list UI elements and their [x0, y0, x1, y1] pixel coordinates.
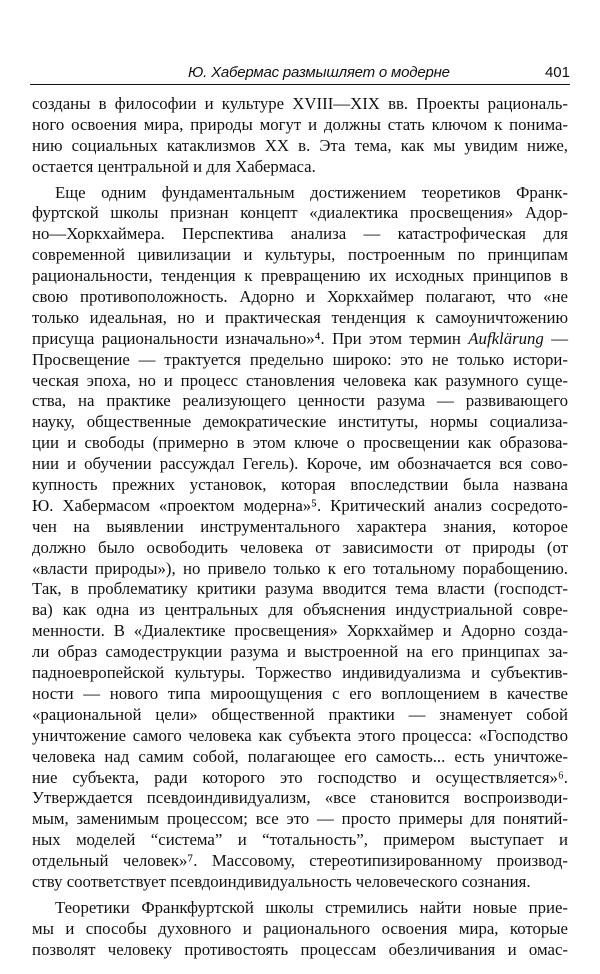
- text-line: отдельный человек»⁷. Массовому, стереотипизированному производ-: [32, 851, 568, 871]
- text-line: ва) как одна из центральных для объяснения индустриальной совре-: [32, 600, 568, 620]
- text-line: присуща рациональности изначально»⁴. При этом термин Aufklärung —: [32, 328, 568, 348]
- paragraph: [32, 183, 568, 893]
- text-line: Ю. Хабермасом «проектом модерна»⁵. Критический анализ сосредото-: [32, 495, 568, 515]
- text-line: человека над самим собой, полагающее его самость... есть уничтоже-: [32, 746, 568, 766]
- text-line: науку, общественные демократические институты, нормы социализа-: [32, 412, 568, 432]
- text-line: нии и обучении рассуждал Гегель). Короче, им обозначается вся сово-: [32, 454, 568, 474]
- paragraph: [32, 94, 568, 178]
- text-line: фуртской школы признан концепт «диалектика просвещения» Адор-: [32, 203, 568, 223]
- running-header: [30, 60, 570, 85]
- text-line: ности — нового типа мироощущения с его воплощением в качестве: [32, 683, 568, 703]
- text-line: чен на выявлении инструментального характера знания, которое: [32, 516, 568, 536]
- text-line: купность прежних установок, которая впоследствии была названа: [32, 475, 568, 495]
- text-line: «рациональной цели» общественной практики — знаменует собой: [32, 704, 568, 724]
- text-line: ческая эпоха, но и процесс становления человека как разумного суще-: [32, 370, 568, 390]
- text-line: свою противоположность. Адорно и Хоркхаймер полагают, что «не: [32, 287, 568, 307]
- page-number: 401: [544, 64, 570, 81]
- text-line: Еще одним фундаментальным достижением теоретиков Франк-: [55, 182, 568, 202]
- text-line: рациональности, тенденция к превращению их исходных принципов в: [32, 266, 568, 286]
- text-line: «власти природы»), но привело только к его тотальному порабощению.: [32, 558, 568, 578]
- text-line: нию социальных катаклизмов XX в. Эта тема, как мы увидим ниже,: [32, 135, 568, 155]
- text-line: но—Хоркхаймера. Перспектива анализа — катастрофическая для: [32, 224, 568, 244]
- text-line: ции и свободы (примерно в этом ключе о просвещении как образова-: [32, 433, 568, 453]
- text-line: современной цивилизации и культуры, построенным по принципам: [32, 245, 568, 265]
- text-line: остается центральной и для Хабермаса.: [32, 156, 316, 176]
- running-title: Ю. Хабермас размышляет о модерне: [188, 64, 450, 81]
- text-line: созданы в философии и культуре XVIII—XIX вв. Проекты рациональ-: [32, 94, 568, 113]
- text-line: Теоретики Франкфуртской школы стремились найти новые прие-: [55, 897, 568, 917]
- body-text: [32, 94, 568, 961]
- text-line: ству соответствует псевдоиндивидуальность человеческого сознания.: [32, 871, 531, 891]
- text-line: мы и способы духовного и рационального освоения мира, которые: [32, 918, 568, 938]
- text-line: мым, заменимым процессом; все это — просто примеры для понятий-: [32, 809, 568, 829]
- text-line: позволят человеку противостоять процессам обезличивания и омас-: [32, 939, 568, 959]
- paragraph: [32, 898, 568, 961]
- italic-term: Aufklärung: [468, 328, 544, 348]
- text-line: ние субъекта, ради которого это господство и осуществляется»⁶.: [32, 767, 568, 787]
- text-line: только идеальная, но и практическая тенденция к самоуничтожению: [32, 307, 568, 327]
- text-line: ных моделей “система” и “тотальность”, примером выступает и: [32, 830, 568, 850]
- text-line: ли образ самодеструкции разума и выстроенной на его принципах за-: [32, 642, 568, 662]
- text-line: уничтожение самого человека как субъекта этого процесса: «Господство: [32, 725, 568, 745]
- text-line: Утверждается псевдоиндивидуализм, «все становится воспроизводи-: [32, 788, 568, 808]
- text-line: ства, на практике реализующего ценности разума — развивающего: [32, 391, 568, 411]
- text-line: Просвещение — трактуется предельно широко: это не только истори-: [32, 349, 568, 369]
- text-line: должно было освободить человека от зависимости от природы (от: [32, 537, 568, 557]
- text-line: менности. В «Диалектике просвещения» Хоркхаймер и Адорно созда-: [32, 621, 568, 641]
- text-line: Так, в проблематику критики разума вводится тема власти (господст-: [32, 579, 568, 599]
- text-line: падноевропейской культуры. Торжество индивидуализма и субъектив-: [32, 663, 568, 683]
- text-line: ного освоения мира, природы могут и должны стать ключом к понима-: [32, 114, 568, 134]
